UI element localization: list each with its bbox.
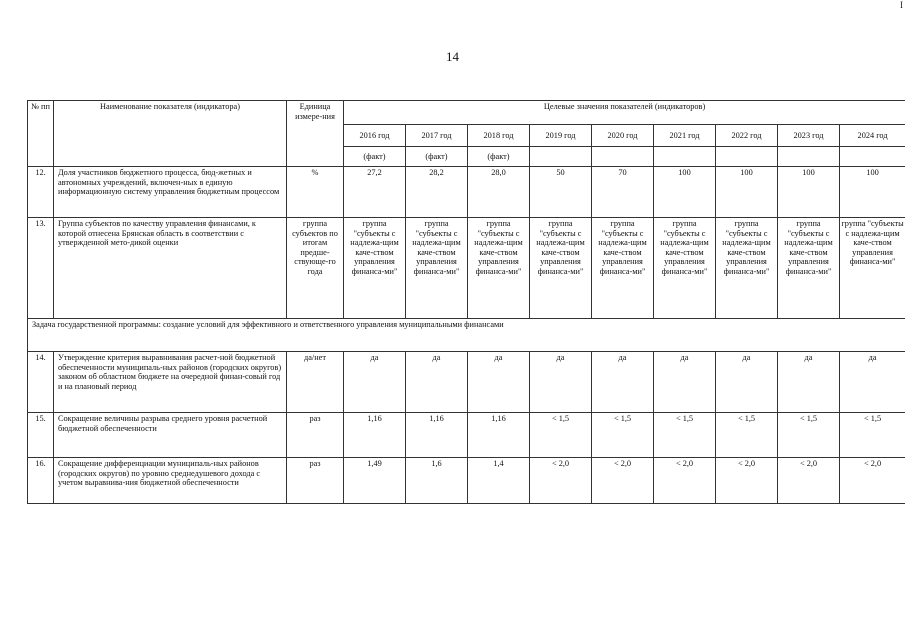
row-number: 16. — [28, 458, 54, 504]
row-name: Утверждение критерия выравнивания расчет-ной бюджетной обеспеченности муниципаль-ных районов (городских округов) законом об областном бюджете на очередной финан-совый год и на плановый период — [54, 352, 287, 413]
row-value: 50 — [530, 167, 592, 218]
indicators-table — [27, 100, 905, 504]
row-unit: % — [287, 167, 344, 218]
row-value: 1,16 — [468, 413, 530, 458]
row-value: 1,49 — [344, 458, 406, 504]
row-value: < 1,5 — [716, 413, 778, 458]
task-row: Задача государственной программы: создание условий для эффективного и ответственного управления муниципальными финансами — [28, 319, 905, 352]
header-year: 2023 год — [778, 125, 840, 147]
row-value: 1,16 — [344, 413, 406, 458]
header-year: 2019 год — [530, 125, 592, 147]
row-value: 1,4 — [468, 458, 530, 504]
row-value: < 2,0 — [592, 458, 654, 504]
header-fact-empty — [778, 147, 840, 167]
header-name: Наименование показателя (индикатора) — [54, 101, 287, 167]
header-fact: (факт) — [344, 147, 406, 167]
table-row — [28, 352, 905, 413]
header-unit: Единица измере-ния — [287, 101, 344, 167]
row-value: < 2,0 — [654, 458, 716, 504]
row-value: 28,2 — [406, 167, 468, 218]
row-name: Сокращение величины разрыва среднего уровня расчетной бюджетной обеспеченности — [54, 413, 287, 458]
row-value: группа "субъекты с надлежа-щим каче-ством управления финанса-ми" — [530, 218, 592, 319]
table-row — [28, 413, 905, 458]
row-value: да — [344, 352, 406, 413]
row-value: группа "субъекты с надлежа-щим каче-ством управления финанса-ми" — [840, 218, 905, 319]
row-value: 100 — [840, 167, 905, 218]
row-name: Сокращение дифференциации муниципаль-ных районов (городских округов) по уровню среднедушевого дохода с учетом выравнива-ния бюджетной обеспеченности — [54, 458, 287, 504]
table-row — [28, 458, 905, 504]
row-value: группа "субъекты с надлежа-щим каче-ством управления финанса-ми" — [468, 218, 530, 319]
row-value: 27,2 — [344, 167, 406, 218]
row-number: 13. — [28, 218, 54, 319]
row-value: < 1,5 — [530, 413, 592, 458]
row-unit: раз — [287, 413, 344, 458]
row-name: Доля участников бюджетного процесса, бюд-жетных и автономных учреждений, включен-ных в единую информационную систему управления бюджетным процессом — [54, 167, 287, 218]
row-name: Группа субъектов по качеству управления финансами, к которой отнесена Брянская область в соответствии с утвержденной мето-дикой оценки — [54, 218, 287, 319]
header-no: № пп — [28, 101, 54, 167]
header-year: 2017 год — [406, 125, 468, 147]
header-year: 2016 год — [344, 125, 406, 147]
header-fact: (факт) — [406, 147, 468, 167]
row-value: группа "субъекты с надлежа-щим каче-ством управления финанса-ми" — [654, 218, 716, 319]
margin-mark: I — [900, 0, 903, 10]
row-value: 100 — [654, 167, 716, 218]
row-value: 100 — [778, 167, 840, 218]
row-value: 70 — [592, 167, 654, 218]
header-fact-empty — [840, 147, 905, 167]
row-value: группа "субъекты с надлежа-щим каче-ством управления финанса-ми" — [592, 218, 654, 319]
row-value: < 2,0 — [716, 458, 778, 504]
header-year: 2018 год — [468, 125, 530, 147]
row-value: да — [778, 352, 840, 413]
row-value: 28,0 — [468, 167, 530, 218]
header-year: 2020 год — [592, 125, 654, 147]
row-value: да — [840, 352, 905, 413]
header-fact-empty — [530, 147, 592, 167]
header-year: 2024 год — [840, 125, 905, 147]
header-fact-empty — [592, 147, 654, 167]
row-value: 100 — [716, 167, 778, 218]
table-row — [28, 167, 905, 218]
row-number: 14. — [28, 352, 54, 413]
row-value: 1,6 — [406, 458, 468, 504]
row-unit: да/нет — [287, 352, 344, 413]
row-value: да — [592, 352, 654, 413]
row-number: 12. — [28, 167, 54, 218]
row-value: группа "субъекты с надлежа-щим каче-ством управления финанса-ми" — [406, 218, 468, 319]
row-value: да — [406, 352, 468, 413]
row-value: группа "субъекты с надлежа-щим каче-ством управления финанса-ми" — [716, 218, 778, 319]
header-fact: (факт) — [468, 147, 530, 167]
row-value: < 2,0 — [840, 458, 905, 504]
row-value: < 1,5 — [592, 413, 654, 458]
header-year: 2021 год — [654, 125, 716, 147]
row-value: группа "субъекты с надлежа-щим каче-ством управления финанса-ми" — [778, 218, 840, 319]
row-unit: группа субъектов по итогам предше-ствующе-го года — [287, 218, 344, 319]
row-value: < 2,0 — [778, 458, 840, 504]
header-targets: Целевые значения показателей (индикаторов) — [344, 101, 905, 125]
row-value: < 1,5 — [654, 413, 716, 458]
table-row — [28, 218, 905, 319]
row-number: 15. — [28, 413, 54, 458]
row-value: 1,16 — [406, 413, 468, 458]
header-fact-empty — [716, 147, 778, 167]
row-value: < 2,0 — [530, 458, 592, 504]
row-unit: раз — [287, 458, 344, 504]
row-value: да — [716, 352, 778, 413]
row-value: группа "субъекты с надлежа-щим каче-ством управления финанса-ми" — [344, 218, 406, 319]
page-number: 14 — [446, 49, 459, 64]
header-year: 2022 год — [716, 125, 778, 147]
header-fact-empty — [654, 147, 716, 167]
row-value: да — [530, 352, 592, 413]
row-value: да — [468, 352, 530, 413]
row-value: < 1,5 — [778, 413, 840, 458]
row-value: да — [654, 352, 716, 413]
row-value: < 1,5 — [840, 413, 905, 458]
